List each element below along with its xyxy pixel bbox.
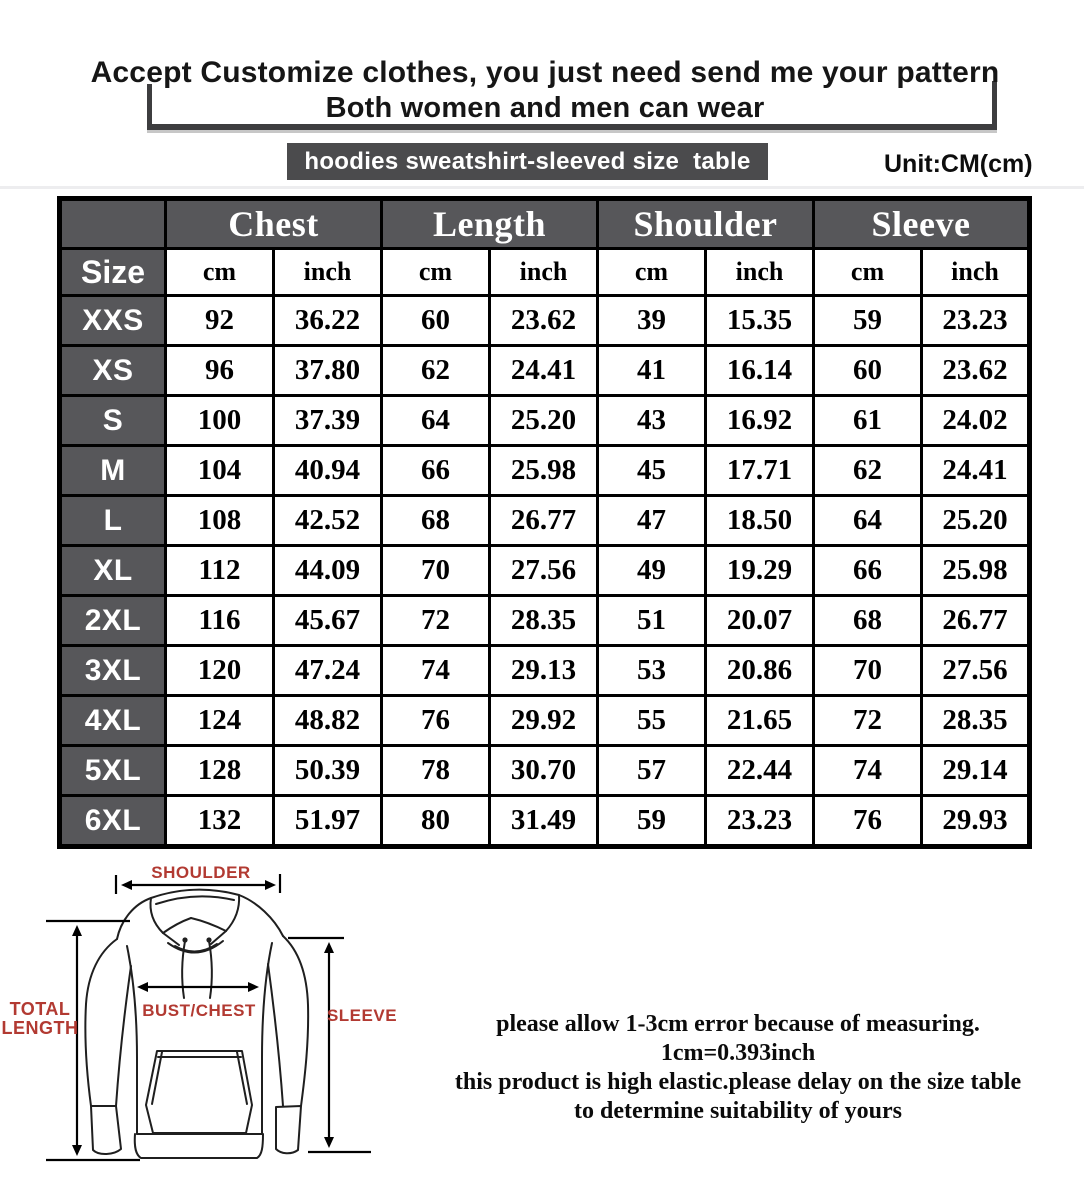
measurement-cell: 124	[166, 696, 274, 746]
size-label: XXS	[60, 296, 166, 346]
measurement-cell: 43	[598, 396, 706, 446]
table-row	[60, 646, 1030, 696]
measurement-cell: 42.52	[274, 496, 382, 546]
measurement-cell: 28.35	[922, 696, 1030, 746]
measurement-cell: 22.44	[706, 746, 814, 796]
measurement-cell: 27.56	[490, 546, 598, 596]
measurement-cell: 104	[166, 446, 274, 496]
measurement-cell: 70	[382, 546, 490, 596]
measurement-cell: 24.41	[490, 346, 598, 396]
note-line: to determine suitability of yours	[574, 1098, 902, 1124]
measurement-cell: 47	[598, 496, 706, 546]
measurement-cell: 23.62	[922, 346, 1030, 396]
hoodie-outline	[85, 890, 308, 1158]
size-label: 6XL	[60, 796, 166, 847]
measurement-cell: 62	[814, 446, 922, 496]
measurement-cell: 45.67	[274, 596, 382, 646]
size-label: 2XL	[60, 596, 166, 646]
measurement-cell: 18.50	[706, 496, 814, 546]
measurement-cell: 68	[814, 596, 922, 646]
measurement-cell: 16.92	[706, 396, 814, 446]
measurement-cell: 23.62	[490, 296, 598, 346]
unit-label: Unit:CM(cm)	[884, 150, 1033, 178]
measurement-cell: 41	[598, 346, 706, 396]
table-row	[60, 796, 1030, 847]
measurement-cell: 100	[166, 396, 274, 446]
measuring-notes	[392, 1010, 1084, 1126]
measurement-cell: 64	[382, 396, 490, 446]
measurement-cell: 30.70	[490, 746, 598, 796]
measurement-cell: 70	[814, 646, 922, 696]
unit-header: inch	[490, 249, 598, 296]
size-table	[57, 196, 1032, 849]
size-label: S	[60, 396, 166, 446]
group-header-chest: Chest	[166, 199, 382, 249]
size-label: 3XL	[60, 646, 166, 696]
measurement-cell: 92	[166, 296, 274, 346]
unit-header: inch	[922, 249, 1030, 296]
size-label: XS	[60, 346, 166, 396]
hoodie-diagram	[0, 858, 420, 1192]
bust-chest-label: BUST/CHEST	[142, 1001, 256, 1020]
measurement-cell: 72	[814, 696, 922, 746]
group-header-length: Length	[382, 199, 598, 249]
measurement-cell: 17.71	[706, 446, 814, 496]
measurement-cell: 25.98	[490, 446, 598, 496]
measurement-cell: 24.02	[922, 396, 1030, 446]
measurement-cell: 60	[382, 296, 490, 346]
measurement-cell: 39	[598, 296, 706, 346]
measurement-cell: 128	[166, 746, 274, 796]
unit-header: cm	[814, 249, 922, 296]
measurement-cell: 116	[166, 596, 274, 646]
size-column-header: Size	[60, 249, 166, 296]
measurement-cell: 20.86	[706, 646, 814, 696]
measurement-cell: 96	[166, 346, 274, 396]
measurement-cell: 37.80	[274, 346, 382, 396]
measurement-cell: 24.41	[922, 446, 1030, 496]
table-row	[60, 446, 1030, 496]
measurement-cell: 26.77	[490, 496, 598, 546]
sleeve-label: SLEEVE	[326, 1006, 398, 1025]
measurement-cell: 26.77	[922, 596, 1030, 646]
measurement-cell: 47.24	[274, 646, 382, 696]
group-header-shoulder: Shoulder	[598, 199, 814, 249]
measurement-cell: 78	[382, 746, 490, 796]
unit-header: inch	[706, 249, 814, 296]
measurement-cell: 120	[166, 646, 274, 696]
unit-header: cm	[598, 249, 706, 296]
measurement-cell: 29.93	[922, 796, 1030, 847]
size-table-body	[60, 296, 1030, 847]
table-row	[60, 546, 1030, 596]
table-row	[60, 746, 1030, 796]
measurement-cell: 29.14	[922, 746, 1030, 796]
size-label: L	[60, 496, 166, 546]
measurement-cell: 29.92	[490, 696, 598, 746]
measurement-cell: 68	[382, 496, 490, 546]
measurement-cell: 49	[598, 546, 706, 596]
size-label: XL	[60, 546, 166, 596]
group-header-row	[60, 199, 1030, 249]
measurement-cell: 31.49	[490, 796, 598, 847]
measurement-cell: 51.97	[274, 796, 382, 847]
measurement-cell: 57	[598, 746, 706, 796]
measurement-cell: 60	[814, 346, 922, 396]
note-line: 1cm=0.393inch	[660, 1040, 816, 1066]
unit-header: cm	[166, 249, 274, 296]
measurement-cell: 64	[814, 496, 922, 546]
measurement-cell: 74	[814, 746, 922, 796]
measurement-cell: 25.20	[490, 396, 598, 446]
measurement-cell: 25.98	[922, 546, 1030, 596]
note-line: please allow 1-3cm error because of measuring.	[496, 1011, 980, 1037]
header-line-2: Both women and men can wear	[325, 92, 765, 124]
measurement-cell: 66	[382, 446, 490, 496]
measurement-cell: 28.35	[490, 596, 598, 646]
measurement-cell: 23.23	[922, 296, 1030, 346]
shoulder-label: SHOULDER	[151, 863, 251, 882]
unit-header: cm	[382, 249, 490, 296]
measurement-cell: 72	[382, 596, 490, 646]
size-label: 4XL	[60, 696, 166, 746]
measurement-cell: 76	[382, 696, 490, 746]
corner-cell	[60, 199, 166, 249]
note-line: this product is high elastic.please delay on the size table	[454, 1069, 1022, 1095]
group-header-sleeve: Sleeve	[814, 199, 1030, 249]
table-row	[60, 296, 1030, 346]
measurement-cell: 21.65	[706, 696, 814, 746]
table-row	[60, 596, 1030, 646]
measurement-cell: 40.94	[274, 446, 382, 496]
measurement-cell: 51	[598, 596, 706, 646]
measurement-cell: 61	[814, 396, 922, 446]
measurement-cell: 48.82	[274, 696, 382, 746]
measurement-cell: 108	[166, 496, 274, 546]
measurement-cell: 76	[814, 796, 922, 847]
measurement-cell: 44.09	[274, 546, 382, 596]
measurement-cell: 132	[166, 796, 274, 847]
measurement-cell: 27.56	[922, 646, 1030, 696]
unit-header: inch	[274, 249, 382, 296]
size-label: M	[60, 446, 166, 496]
measurement-cell: 15.35	[706, 296, 814, 346]
hoodie-drawstrings	[182, 937, 212, 998]
table-row	[60, 346, 1030, 396]
total-length-label-2: LENGTH	[1, 1018, 79, 1038]
measurement-cell: 59	[598, 796, 706, 847]
table-row	[60, 496, 1030, 546]
measurement-cell: 36.22	[274, 296, 382, 346]
table-row	[60, 396, 1030, 446]
total-length-label-1: TOTAL	[9, 999, 71, 1019]
measurement-cell: 20.07	[706, 596, 814, 646]
measurement-cell: 37.39	[274, 396, 382, 446]
measurement-cell: 53	[598, 646, 706, 696]
measurement-cell: 59	[814, 296, 922, 346]
measurement-cell: 55	[598, 696, 706, 746]
measurement-cell: 80	[382, 796, 490, 847]
header-line-1: Accept Customize clothes, you just need send me your pattern	[90, 56, 1000, 89]
measurement-cell: 29.13	[490, 646, 598, 696]
measurement-cell: 112	[166, 546, 274, 596]
measurement-cell: 66	[814, 546, 922, 596]
measurement-cell: 62	[382, 346, 490, 396]
measurement-cell: 74	[382, 646, 490, 696]
measurement-cell: 45	[598, 446, 706, 496]
measurement-cell: 19.29	[706, 546, 814, 596]
measurement-cell: 25.20	[922, 496, 1030, 546]
measurement-cell: 50.39	[274, 746, 382, 796]
unit-header-row	[60, 249, 1030, 296]
table-row	[60, 696, 1030, 746]
measurement-cell: 16.14	[706, 346, 814, 396]
size-label: 5XL	[60, 746, 166, 796]
size-table-banner: hoodies sweatshirt-sleeved size table	[287, 143, 768, 180]
divider-line	[0, 186, 1084, 189]
measurement-cell: 23.23	[706, 796, 814, 847]
